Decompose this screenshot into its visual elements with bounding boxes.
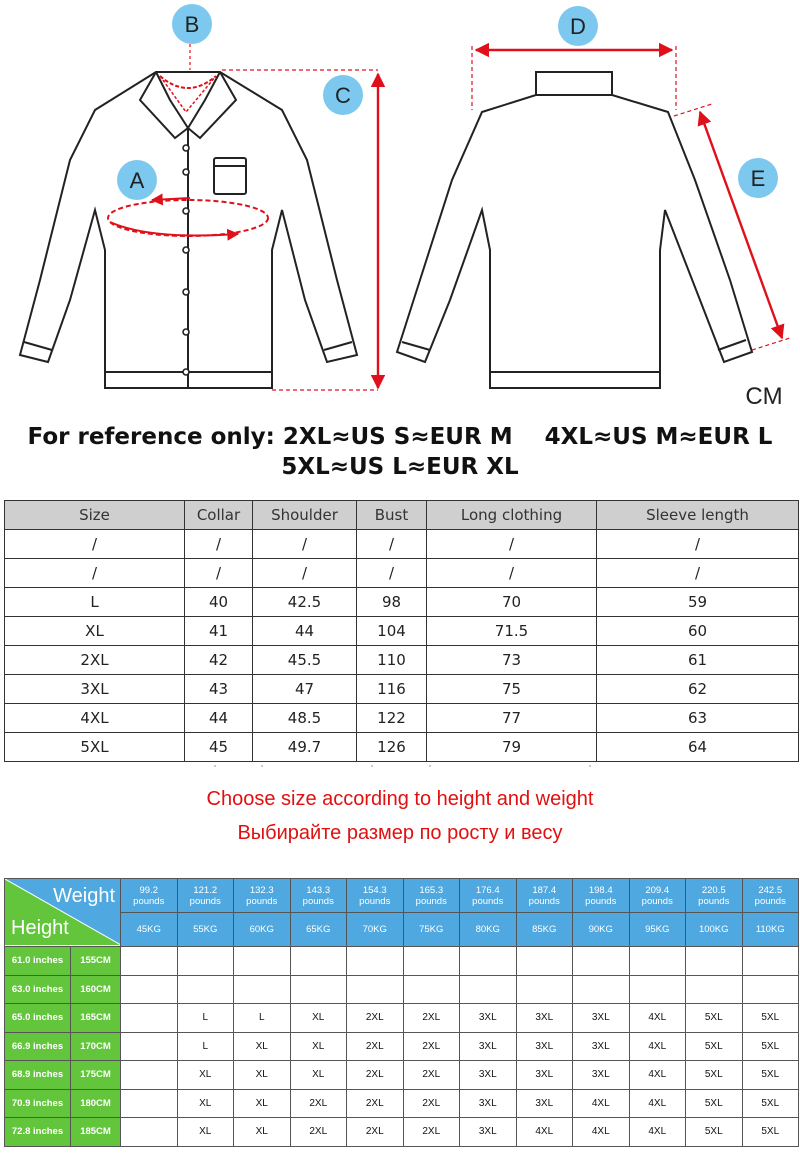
size-table-cell: / [253,530,357,559]
weight-kg-header: 100KG [686,913,743,947]
weight-kg-header: 45KG [121,913,178,947]
recommended-size-cell: 3XL [573,1061,630,1090]
size-table-cell: 64 [597,733,799,762]
label-a: A [129,168,145,193]
height-inches-cell: 66.9 inches [5,1032,71,1061]
recommended-size-cell: 4XL [516,1118,573,1147]
weight-pounds-header: 121.2 pounds [177,879,234,913]
recommended-size-cell: 4XL [573,1089,630,1118]
recommended-size-cell: XL [290,1061,347,1090]
choose-size-title-en: Choose size according to height and weight [206,788,594,810]
size-table-cell: 110 [357,646,427,675]
recommended-size-cell [573,947,630,976]
recommended-size-cell [121,975,178,1004]
recommended-size-cell: 2XL [403,1032,460,1061]
recommended-size-cell [121,1089,178,1118]
recommended-size-cell: 3XL [573,1032,630,1061]
size-table-row [5,704,799,733]
weight-kg-header: 85KG [516,913,573,947]
recommended-size-cell [460,975,517,1004]
size-table-cell: / [597,559,799,588]
size-table-row [5,646,799,675]
size-table-cell: / [185,530,253,559]
recommended-size-cell: L [177,1032,234,1061]
height-row [5,1004,799,1033]
recommended-size-cell: XL [234,1089,291,1118]
height-row [5,947,799,976]
recommended-size-cell [460,947,517,976]
recommended-size-cell [347,975,404,1004]
height-inches-cell: 63.0 inches [5,975,71,1004]
recommended-size-cell: 2XL [347,1032,404,1061]
dotted-divider [0,764,800,768]
size-table-cell: / [357,559,427,588]
recommended-size-cell [121,947,178,976]
size-table-cell: 98 [357,588,427,617]
size-table-cell: 4XL [5,704,185,733]
recommended-size-cell: 3XL [573,1004,630,1033]
recommended-size-cell [742,975,799,1004]
recommended-size-cell: 5XL [742,1032,799,1061]
recommended-size-cell: XL [177,1089,234,1118]
label-e: E [750,166,766,191]
label-c-circle [323,75,363,115]
recommended-size-cell [573,975,630,1004]
size-table-cell: 79 [427,733,597,762]
recommended-size-cell: 2XL [403,1004,460,1033]
height-row [5,975,799,1004]
shoulder-header: Shoulder [253,501,357,530]
weight-pounds-header: 209.4 pounds [629,879,686,913]
recommended-size-cell [290,947,347,976]
weight-height-corner [5,879,121,947]
size-table-cell: 43 [185,675,253,704]
recommended-size-cell: 3XL [460,1118,517,1147]
weight-label: Weight [53,885,115,907]
size-table-cell: 49.7 [253,733,357,762]
size-table-cell: 47 [253,675,357,704]
height-cm-cell: 175CM [71,1061,121,1090]
front-shirt-outline [20,72,357,388]
recommended-size-cell: 3XL [516,1032,573,1061]
height-row [5,1118,799,1147]
weight-pounds-header: 220.5 pounds [686,879,743,913]
size-table-cell: 77 [427,704,597,733]
size-table-row [5,733,799,762]
height-row [5,1089,799,1118]
height-row [5,1032,799,1061]
size-table-cell: 116 [357,675,427,704]
height-weight-table [4,878,799,1147]
weight-pounds-header: 132.3 pounds [234,879,291,913]
recommended-size-cell [403,975,460,1004]
weight-kg-header: 80KG [460,913,517,947]
recommended-size-cell [516,975,573,1004]
recommended-size-cell: 4XL [573,1118,630,1147]
size-table-cell: / [357,530,427,559]
size-table-row [5,588,799,617]
size-table-cell: 40 [185,588,253,617]
recommended-size-cell: XL [234,1061,291,1090]
recommended-size-cell: 5XL [742,1061,799,1090]
size-table-cell: XL [5,617,185,646]
size-table-cell: 3XL [5,675,185,704]
size-table-cell: / [5,530,185,559]
size-table-cell: 5XL [5,733,185,762]
recommended-size-cell [177,975,234,1004]
size-table-cell: 45 [185,733,253,762]
recommended-size-cell: 4XL [629,1089,686,1118]
size-table-cell: 104 [357,617,427,646]
size-table-cell: 71.5 [427,617,597,646]
height-row [5,1061,799,1090]
shirt-measurement-diagram [0,0,800,420]
size-table-cell: 63 [597,704,799,733]
size-table-cell: 44 [253,617,357,646]
size-table-cell: 122 [357,704,427,733]
height-cm-cell: 165CM [71,1004,121,1033]
height-cm-cell: 155CM [71,947,121,976]
recommended-size-cell: XL [290,1004,347,1033]
recommended-size-cell: XL [290,1032,347,1061]
recommended-size-cell [403,947,460,976]
size-table-row [5,617,799,646]
size-table-cell: 70 [427,588,597,617]
weight-pounds-header: 187.4 pounds [516,879,573,913]
recommended-size-cell [347,947,404,976]
reference-line-1: For reference only: 2XL≈US S≈EUR M 4XL≈US M≈EUR L [27,424,773,450]
recommended-size-cell: 4XL [629,1032,686,1061]
size-table-cell: / [427,559,597,588]
recommended-size-cell: 3XL [460,1089,517,1118]
size-header: Size [5,501,185,530]
recommended-size-cell: 2XL [290,1118,347,1147]
weight-pounds-header: 176.4 pounds [460,879,517,913]
weight-kg-header: 90KG [573,913,630,947]
recommended-size-cell: 5XL [686,1004,743,1033]
recommended-size-cell [121,1032,178,1061]
weight-pounds-header: 143.3 pounds [290,879,347,913]
recommended-size-cell: 2XL [403,1061,460,1090]
height-cm-cell: 170CM [71,1032,121,1061]
recommended-size-cell [177,947,234,976]
size-table-cell: 44 [185,704,253,733]
size-table-cell: / [185,559,253,588]
recommended-size-cell: 5XL [742,1118,799,1147]
height-inches-cell: 61.0 inches [5,947,71,976]
height-cm-cell: 160CM [71,975,121,1004]
recommended-size-cell: 4XL [629,1061,686,1090]
label-e-circle [738,158,778,198]
weight-kg-header: 60KG [234,913,291,947]
height-inches-cell: 68.9 inches [5,1061,71,1090]
recommended-size-cell: XL [234,1032,291,1061]
size-table-cell: / [253,559,357,588]
recommended-size-cell [234,975,291,1004]
bust-header: Bust [357,501,427,530]
recommended-size-cell: XL [234,1118,291,1147]
recommended-size-cell [629,947,686,976]
size-table-cell: / [597,530,799,559]
recommended-size-cell [121,1061,178,1090]
size-table-row [5,530,799,559]
reference-line-2: 5XL≈US L≈EUR XL [281,454,519,480]
recommended-size-cell: 2XL [347,1061,404,1090]
recommended-size-cell: 3XL [516,1061,573,1090]
recommended-size-cell: L [234,1004,291,1033]
recommended-size-cell [686,947,743,976]
size-table-cell: 48.5 [253,704,357,733]
recommended-size-cell: 2XL [347,1089,404,1118]
weight-pounds-header: 99.2 pounds [121,879,178,913]
size-table-cell: 42 [185,646,253,675]
recommended-size-cell: 5XL [742,1089,799,1118]
weight-pounds-row [5,879,799,913]
weight-kg-header: 110KG [742,913,799,947]
size-table-cell: 62 [597,675,799,704]
label-a-circle [117,160,157,200]
recommended-size-cell: 5XL [686,1032,743,1061]
size-table-cell: 45.5 [253,646,357,675]
size-table-cell: 126 [357,733,427,762]
recommended-size-cell [686,975,743,1004]
recommended-size-cell: 5XL [742,1004,799,1033]
recommended-size-cell [742,947,799,976]
recommended-size-cell: 3XL [460,1004,517,1033]
recommended-size-cell [629,975,686,1004]
size-table-row [5,675,799,704]
height-cm-cell: 180CM [71,1089,121,1118]
size-table-cell: 41 [185,617,253,646]
label-b: B [184,12,200,37]
weight-kg-header: 75KG [403,913,460,947]
recommended-size-cell: 3XL [516,1089,573,1118]
size-table-cell: / [5,559,185,588]
size-table-row [5,559,799,588]
label-c: C [335,83,351,108]
weight-pounds-header: 242.5 pounds [742,879,799,913]
recommended-size-cell: 2XL [403,1118,460,1147]
height-inches-cell: 70.9 inches [5,1089,71,1118]
recommended-size-cell: 3XL [516,1004,573,1033]
recommended-size-cell: 5XL [686,1089,743,1118]
size-table-cell: L [5,588,185,617]
height-inches-cell: 65.0 inches [5,1004,71,1033]
size-table-cell: 75 [427,675,597,704]
recommended-size-cell: 2XL [290,1089,347,1118]
recommended-size-cell: XL [177,1061,234,1090]
weight-kg-header: 70KG [347,913,404,947]
recommended-size-cell: 4XL [629,1004,686,1033]
weight-kg-header: 65KG [290,913,347,947]
weight-pounds-header: 198.4 pounds [573,879,630,913]
size-table-cell: 2XL [5,646,185,675]
weight-kg-header: 95KG [629,913,686,947]
size-measurement-table [4,500,799,762]
sleeve-length-header: Sleeve length [597,501,799,530]
size-table-cell: 60 [597,617,799,646]
recommended-size-cell: XL [177,1118,234,1147]
label-d-circle [558,6,598,46]
choose-size-title-ru: Выбирайте размер по росту и весу [237,822,563,844]
long-clothing-header: Long clothing [427,501,597,530]
size-table-cell: 59 [597,588,799,617]
recommended-size-cell [121,1118,178,1147]
weight-kg-row [5,913,799,947]
height-label: Height [11,917,69,939]
recommended-size-cell [516,947,573,976]
recommended-size-cell: 4XL [629,1118,686,1147]
recommended-size-cell: 2XL [347,1004,404,1033]
recommended-size-cell: 2XL [403,1089,460,1118]
size-table-cell: / [427,530,597,559]
recommended-size-cell: 5XL [686,1118,743,1147]
height-inches-cell: 72.8 inches [5,1118,71,1147]
unit-label: CM [745,383,783,410]
recommended-size-cell: 2XL [347,1118,404,1147]
recommended-size-cell [234,947,291,976]
recommended-size-cell: 5XL [686,1061,743,1090]
back-shirt-outline [397,72,752,388]
size-table-cell: 42.5 [253,588,357,617]
weight-pounds-header: 165.3 pounds [403,879,460,913]
size-table-header-row [5,501,799,530]
weight-kg-header: 55KG [177,913,234,947]
recommended-size-cell: 3XL [460,1061,517,1090]
recommended-size-cell [121,1004,178,1033]
size-table-cell: 61 [597,646,799,675]
size-table-cell: 73 [427,646,597,675]
recommended-size-cell [290,975,347,1004]
recommended-size-cell: 3XL [460,1032,517,1061]
weight-pounds-header: 154.3 pounds [347,879,404,913]
label-b-circle [172,4,212,44]
label-d: D [570,14,586,39]
recommended-size-cell: L [177,1004,234,1033]
height-cm-cell: 185CM [71,1118,121,1147]
collar-header: Collar [185,501,253,530]
